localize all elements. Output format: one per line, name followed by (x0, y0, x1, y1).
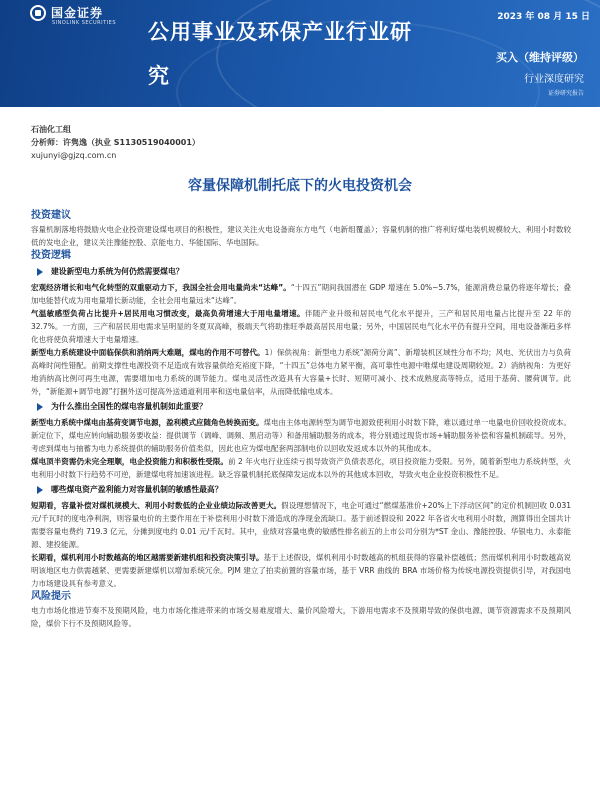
report-type: 行业深度研究 (524, 74, 584, 85)
analyst-group: 石油化工组 (31, 125, 71, 134)
analyst-email[interactable]: xujunyi@gjzq.com.cn (31, 151, 117, 160)
logo-en: SINOLINK SECURITIES (52, 20, 116, 26)
paragraph-text: 前 2 年火电行业连续亏损导致资产负债表恶化，项目投资能力受限。另外，随着新型电力系统转型，火电利用小时数下行趋势不可逆，新建煤电将加速该进程。缺乏容量机制托底保障发运成本以外的其他成本回收，导致火电企业投资积极性不足。 (31, 457, 571, 479)
paragraph-lead: 宏观经济增长和电气化转型的双重驱动力下，我国全社会用电量尚未“达峰”。 (31, 283, 291, 292)
analyst-name: 分析师：许隽逸（执业 S1130519040001） (31, 138, 200, 147)
section-title-advice: 投资建议 (31, 210, 71, 221)
paragraph-lead: 短期看，容量补偿对煤机规模大、利用小时数低的企业业绩边际改善更大。 (31, 501, 282, 510)
question-text: 哪些煤电资产盈利能力对容量机制的敏感性最高？ (51, 485, 223, 494)
report-body (31, 209, 571, 630)
paragraph-lead: 长期看，煤机利用小时数越高的地区越需要新建机组和投资决策引导。 (31, 553, 264, 562)
rating-badge: 买入（维持评级） (496, 51, 584, 64)
paragraph-lead: 煤电顶半资需仍未完全理顺，电企投资能力和积极性受限。 (31, 457, 228, 466)
paragraph (31, 346, 571, 398)
question-text: 为什么推出全国性的煤电容量机制如此重要？ (51, 402, 207, 411)
paragraph-lead: 新型电力系统中煤电由基荷变调节电源，盈利模式应随角色转换而变。 (31, 418, 264, 427)
paragraph-text: 假设理想情况下，电企可通过“燃煤基准价+20%上下浮动区间”的定价机制回收 0.031 元/千瓦时的度电净利润，则容量电价的主要作用在于补偿利用小时数下滑造成的净现金流缺口。基于前述假设和 2022 年各省火电利用小时数，测算得出全国共计需要容量电费约 719.3 亿元，分摊到度电约 0.01 元/千瓦时。其中，业绩对容量电费的敏感性排名前五的上市公司分别为*ST 金山、豫能控股、华银电力、永泰能源、建投能源。 (31, 501, 571, 549)
paragraph (31, 551, 571, 590)
advice-text: 容量机制落地将鼓励火电企业投资建设煤电项目的积极性，建议关注火电设备商东方电气（电新组覆盖）；容量机制的推广将利好煤电装机规模较大、利用小时数较低的发电企业，建议关注豫能控股、京能电力、华能国际、华电国际。 (31, 225, 571, 247)
risk-text: 电力市场化推进节奏不及预期风险，电力市场化推进带来的市场交易难度增大、量价风险增大，下游用电需求不及预期导致的保供电源、调节资源需求不及预期风险，煤价下行不及预期风险等。 (31, 606, 571, 628)
main-title: 容量保障机制托底下的火电投资机会 (188, 178, 412, 194)
question-text: 建设新型电力系统为何仍然需要煤电？ (51, 267, 184, 276)
paragraph (31, 307, 571, 346)
paragraph-text: “十四五”期间我国潜在 GDP 增速在 5.0%~5.7%，能源消费总量仍将逐年增长；叠加电能替代成为用电量增长新动能，全社会用电量远未“达峰”。 (31, 283, 571, 305)
logo-name: 国金证券 (51, 6, 104, 20)
header-banner (0, 0, 600, 107)
paragraph-lead: 气温敏感型负荷占比提升+居民用电习惯改变，最高负荷增速大于用电量增速。 (31, 309, 305, 318)
section-title-risk: 风险提示 (31, 591, 71, 602)
arrow-bullet-icon (37, 486, 43, 494)
logo-icon (30, 5, 46, 21)
question-heading (31, 483, 571, 497)
paragraph-text: 基于上述假设，煤机利用小时数越高的机组获得的容量补偿越低；然而煤机利用小时数越高说明该地区电力供需越紧、更需要新建煤机以增加系统冗余。PJM 建立了拍卖前置的容量市场，基于 VRR 曲线的 BRA 市场价格为传统电源投资提供引导，对我国电力市场建设具有参考意义。 (31, 553, 571, 588)
paragraph-lead: 新型电力系统建设中面临保供和消纳两大难题，煤电的作用不可替代。 (31, 348, 265, 357)
paragraph-text: 1）保供视角：新型电力系统“源荷分离”、新增装机区域性分布不均；风电、光伏出力与负荷高峰时间性错配。前期支撑性电源投资不足造成有效容量供给充裕度下降，“十四五”总体电力紧平衡，高可靠性电源中唯煤电建设周期较短。2）消纳视角：为更好地消纳高比例可再生电源，需要增加电力系统的调节能力。煤电灵活性改造具有大容量+长时、短期可减小、技术成熟度高等特点，适用于基荷、腰荷调节。此外，“新能源+调节电源”打捆外送可提高外送通道利用率和送电量信率，从而降低输电成本。 (31, 348, 572, 396)
paragraph (31, 281, 571, 307)
paragraph (31, 416, 571, 455)
paragraph-text: 煤电由主体电源转型为调节电源致使利用小时数下降，难以通过单一电量电价回收投资成本。新定位下，煤电应转向辅助服务要收益：提供调节（调峰、调频、黑启动等）和备用辅助服务的成本，将分别通过现货市场+辅助服务补偿和容量机制疏导。另外，考虑到煤电与抽蓄为电力系统提供的辅助服务价值类似，因此也应为煤电配套两部制电价以回收发返成本以外的其他成本。 (31, 418, 571, 453)
paragraph (31, 455, 571, 481)
paragraph-text: 伴随产业升级和居民电气化水平提升，三产和居民用电量占比提升至 22 年的 32.7%。一方面，三产和居民用电需求呈明显的冬夏双高峰，极端天气将助推旺季最高居民用电量；另外，中国居民电气化水平仍有提升空间，用电设备渐趋多样化也将使负荷增速大于电量增速。 (31, 309, 571, 344)
analyst-info (31, 123, 200, 162)
report-title: 公用事业及环保产业行业研究 (148, 20, 412, 88)
report-date: 2023 年 08 月 15 日 (497, 12, 590, 22)
section-title-logic: 投资逻辑 (31, 250, 71, 261)
report-tag: 证券研究报告 (547, 90, 584, 97)
question-heading (31, 265, 571, 279)
arrow-bullet-icon (37, 268, 43, 276)
paragraph (31, 499, 571, 551)
question-heading (31, 400, 571, 414)
arrow-bullet-icon (37, 403, 43, 411)
company-logo (30, 4, 116, 26)
